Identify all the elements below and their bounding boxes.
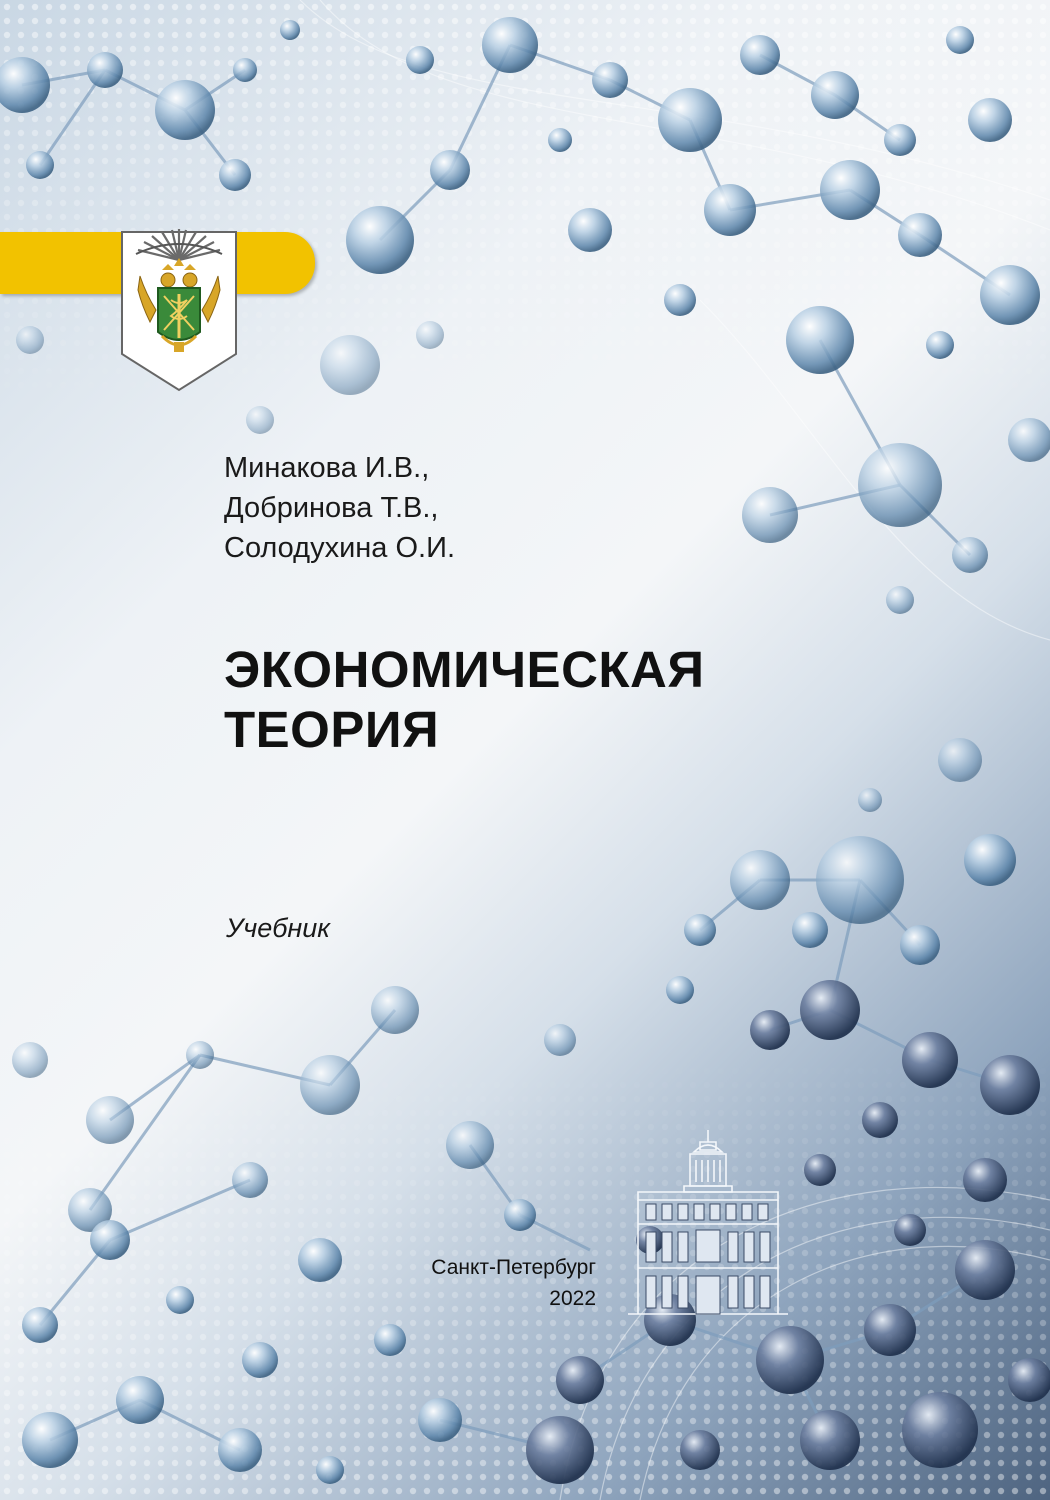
title-line-2: ТЕОРИЯ [224, 701, 440, 758]
customs-academy-emblem-icon [116, 214, 242, 392]
academy-building-icon [624, 1128, 792, 1316]
book-title [224, 640, 705, 760]
imprint [418, 1252, 596, 1314]
publication-type: Учебник [226, 913, 331, 943]
year: 2022 [549, 1287, 596, 1310]
author-2: Добринова Т.В., [224, 492, 439, 524]
authors-block [224, 448, 455, 568]
author-1: Минакова И.В., [224, 452, 430, 484]
title-line-1: ЭКОНОМИЧЕСКАЯ [224, 641, 705, 698]
author-3: Солодухина О.И. [224, 532, 456, 564]
city: Санкт-Петербург [431, 1256, 596, 1279]
